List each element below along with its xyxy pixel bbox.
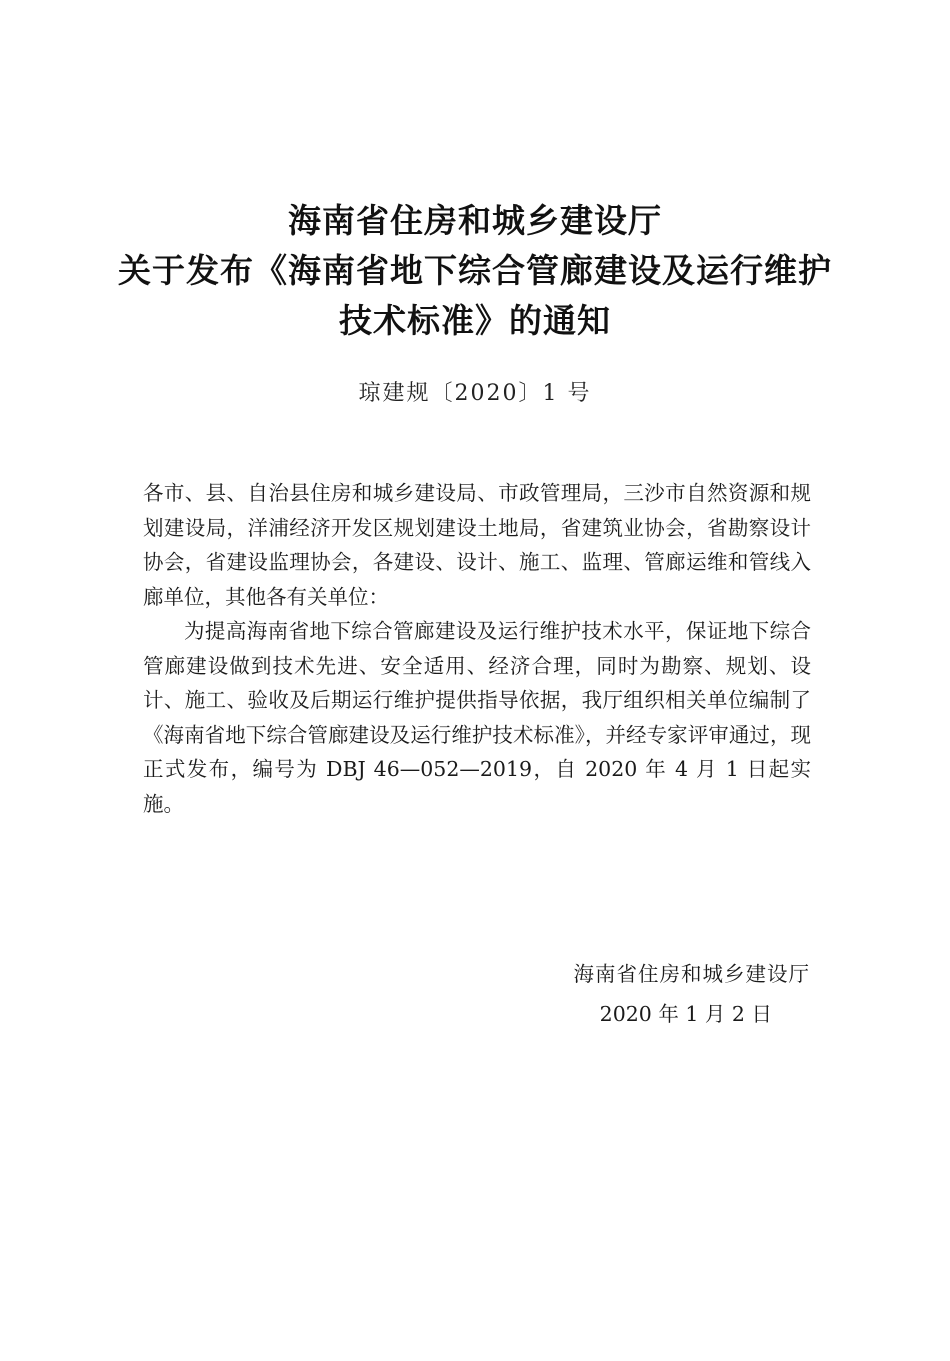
- notice-title: [0, 196, 950, 346]
- content-paragraph: 为提高海南省地下综合管廊建设及运行维护技术水平，保证地下综合管廊建设做到技术先进、安全适用、经济合理，同时为勘察、规划、设计、施工、验收及后期运行维护提供指导依据，我厅组织相关单位编制了《海南省地下综合管廊建设及运行维护技术标准》，并经专家评审通过，现正式发布，编号为 DBJ 46—052—2019，自 2020 年 4 月 1 日起实施。: [143, 619, 811, 816]
- recipients-paragraph: 各市、县、自治县住房和城乡建设局、市政管理局，三沙市自然资源和规划建设局，洋浦经济开发区规划建设土地局，省建筑业协会，省勘察设计协会，省建设监理协会，各建设、设计、施工、监理、管廊运维和管线入廊单位，其他各有关单位：: [143, 481, 811, 609]
- issue-date: 2020 年 1 月 2 日: [599, 1002, 772, 1026]
- title-line-3: 技术标准》的通知: [339, 301, 611, 340]
- notice-body: [143, 476, 811, 821]
- document-number: 琼建规〔2020〕1 号: [358, 381, 592, 406]
- title-line-2: 关于发布《海南省地下综合管廊建设及运行维护: [118, 251, 832, 290]
- signature-block: [574, 954, 811, 1034]
- title-line-1: 海南省住房和城乡建设厅: [288, 201, 662, 240]
- issuing-organization: 海南省住房和城乡建设厅: [573, 962, 810, 986]
